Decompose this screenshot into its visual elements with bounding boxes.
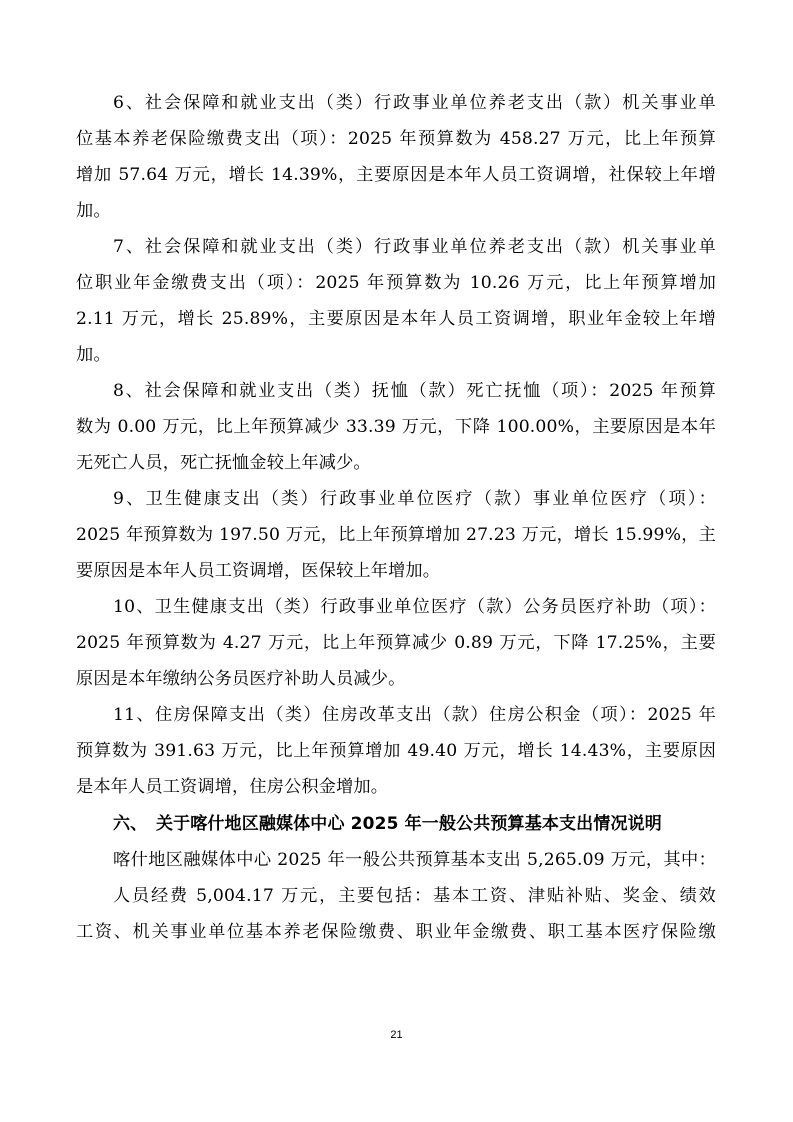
para-11-line-1: 11、住房保障支出（类）住房改革支出（款）住房公积金（项）：2025 年 bbox=[113, 705, 716, 725]
para-10-line-2: 2025 年预算数为 4.27 万元，比上年预算减少 0.89 万元，下降 17.25%，主要 bbox=[76, 633, 716, 653]
para-6-line-1: 6、社会保障和就业支出（类）行政事业单位养老支出（款）机关事业单 bbox=[113, 93, 716, 113]
para-9-line-2: 2025 年预算数为 197.50 万元，比上年预算增加 27.23 万元，增长 15.99%，主 bbox=[76, 525, 716, 545]
personnel-expense-line-1: 人员经费 5,004.17 万元，主要包括：基本工资、津贴补贴、奖金、绩效 bbox=[113, 886, 716, 906]
para-10-line-3: 原因是本年缴纳公务员医疗补助人员减少。 bbox=[76, 669, 406, 689]
para-7-line-4: 加。 bbox=[76, 345, 111, 365]
para-10-line-1: 10、卫生健康支出（类）行政事业单位医疗（款）公务员医疗补助（项）： bbox=[113, 597, 716, 617]
para-8-line-1: 8、社会保障和就业支出（类）抚恤（款）死亡抚恤（项）：2025 年预算 bbox=[113, 381, 716, 401]
para-8-line-3: 无死亡人员，死亡抚恤金较上年减少。 bbox=[76, 453, 371, 473]
para-7-line-1: 7、社会保障和就业支出（类）行政事业单位养老支出（款）机关事业单 bbox=[113, 237, 716, 257]
para-8-line-2: 数为 0.00 万元，比上年预算减少 33.39 万元，下降 100.00%，主要原因是本年 bbox=[76, 417, 716, 437]
basic-expenditure-summary: 喀什地区融媒体中心 2025 年一般公共预算基本支出 5,265.09 万元，其中： bbox=[113, 850, 716, 870]
para-7-line-3: 2.11 万元，增长 25.89%，主要原因是本年人员工资调增，职业年金较上年增 bbox=[76, 309, 716, 329]
para-11-line-2: 预算数为 391.63 万元，比上年预算增加 49.40 万元，增长 14.43%，主要原因 bbox=[76, 741, 716, 761]
para-6-line-4: 加。 bbox=[76, 201, 111, 221]
page-number: 21 bbox=[390, 1029, 403, 1041]
para-9-line-1: 9、卫生健康支出（类）行政事业单位医疗（款）事业单位医疗（项）： bbox=[113, 489, 716, 509]
personnel-expense-line-2: 工资、机关事业单位基本养老保险缴费、职业年金缴费、职工基本医疗保险缴 bbox=[76, 922, 716, 942]
section-heading: 六、 关于喀什地区融媒体中心 2025 年一般公共预算基本支出情况说明 bbox=[113, 814, 662, 834]
para-9-line-3: 要原因是本年人员工资调增，医保较上年增加。 bbox=[76, 561, 441, 581]
para-6-line-2: 位基本养老保险缴费支出（项）：2025 年预算数为 458.27 万元，比上年预算 bbox=[76, 129, 716, 149]
para-7-line-2: 位职业年金缴费支出（项）：2025 年预算数为 10.26 万元，比上年预算增加 bbox=[76, 273, 716, 293]
para-6-line-3: 增加 57.64 万元，增长 14.39%，主要原因是本年人员工资调增，社保较上年增 bbox=[76, 165, 716, 185]
para-11-line-3: 是本年人员工资调增，住房公积金增加。 bbox=[76, 777, 389, 797]
